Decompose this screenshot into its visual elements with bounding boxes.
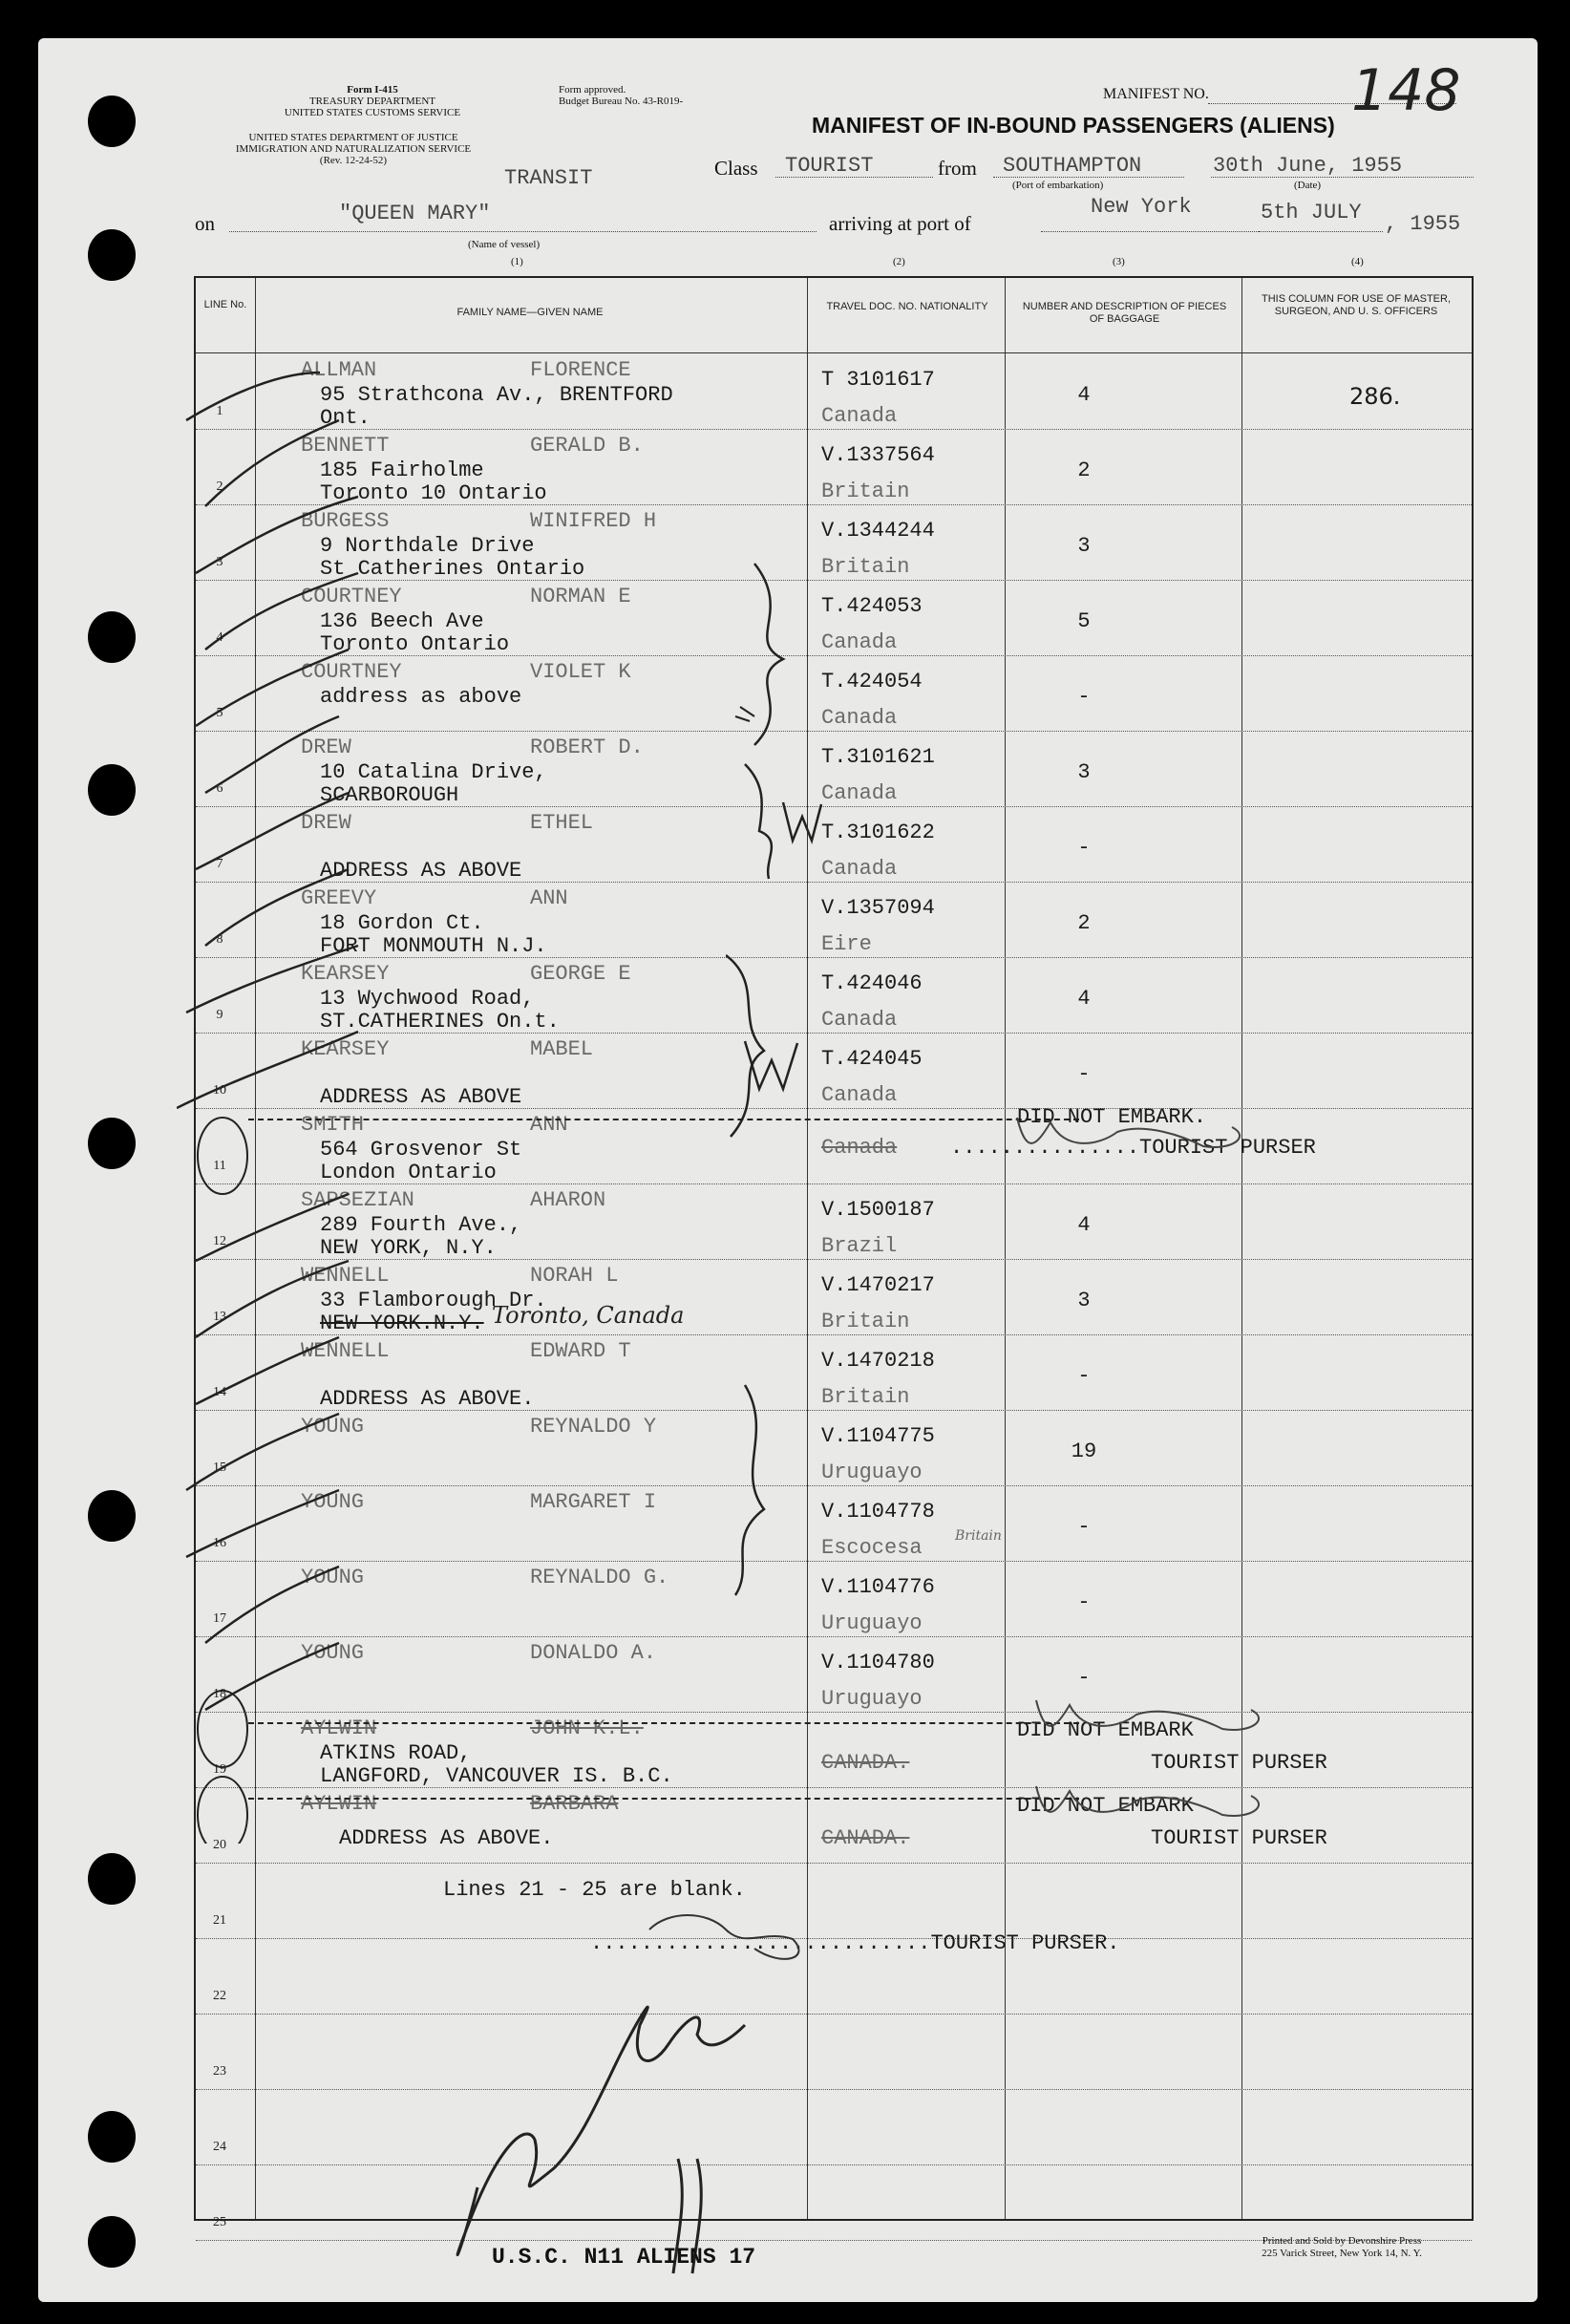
vessel-caption: (Name of vessel) xyxy=(468,239,541,250)
line-number: 5 xyxy=(216,706,223,720)
family-name: BURGESS xyxy=(301,509,390,533)
address-line-1: 95 Strathcona Av., BRENTFORD xyxy=(320,383,673,407)
nationality: Uruguayo xyxy=(821,1460,923,1484)
given-name: ANN xyxy=(530,1113,568,1137)
travel-doc-no: T.424046 xyxy=(821,971,923,995)
strike-through-line xyxy=(248,1119,1079,1120)
address-line-2: Toronto Ontario xyxy=(320,632,510,656)
binder-hole xyxy=(88,1490,136,1542)
address-line-1: 13 Wychwood Road, xyxy=(320,987,535,1011)
family-name: COURTNEY xyxy=(301,585,402,608)
footer-code: U.S.C. N11 ALIENS 17 xyxy=(492,2245,756,2270)
nationality: Canada xyxy=(821,1136,898,1160)
date-caption: (Date) xyxy=(1294,180,1322,191)
binder-hole xyxy=(88,1853,136,1905)
class-value: TOURIST xyxy=(785,154,874,178)
address-line-2: London Ontario xyxy=(320,1161,497,1184)
given-name: VIOLET K xyxy=(530,660,631,684)
baggage-count: 4 xyxy=(1077,1213,1091,1237)
travel-doc-no: V.1104775 xyxy=(821,1424,935,1448)
nationality: Escocesa xyxy=(821,1536,923,1560)
travel-doc-no: T.424054 xyxy=(821,670,923,693)
address-line-2: FORT MONMOUTH N.J. xyxy=(320,934,547,958)
col-officers: THIS COLUMN FOR USE OF MASTER, SURGEON, AND U. S. OFFICERS xyxy=(1261,293,1451,317)
nationality: CANADA. xyxy=(821,1826,910,1850)
manifest-number: 148 xyxy=(1351,57,1461,124)
line-number: 15 xyxy=(213,1460,226,1475)
given-name: ROBERT D. xyxy=(530,736,644,759)
baggage-count: - xyxy=(1077,1364,1091,1388)
budget-bureau: Budget Bureau No. 43-R019- xyxy=(559,96,684,107)
line-number: 2 xyxy=(216,480,223,494)
line-number: 19 xyxy=(213,1762,226,1777)
travel-doc-no: T.3101622 xyxy=(821,821,935,844)
family-name: BENNETT xyxy=(301,434,390,458)
baggage-count: 4 xyxy=(1077,383,1091,407)
given-name: NORMAN E xyxy=(530,585,631,608)
address-line-2: ADDRESS AS ABOVE. xyxy=(320,1387,535,1411)
line-number: 13 xyxy=(213,1310,226,1324)
address-line-1: 33 Flamborough Dr. xyxy=(320,1289,547,1312)
arrival-year: , 1955 xyxy=(1385,212,1461,236)
strike-through-line xyxy=(248,1798,1079,1800)
transit-label: TRANSIT xyxy=(504,166,593,190)
line-number: 4 xyxy=(216,630,223,645)
binder-hole xyxy=(88,96,136,147)
line-number: 11 xyxy=(213,1159,226,1173)
address-line-2: St Catherines Ontario xyxy=(320,557,585,581)
address-line-2: ADDRESS AS ABOVE xyxy=(320,1085,522,1109)
date-value: 30th June, 1955 xyxy=(1213,154,1403,178)
baggage-count: - xyxy=(1077,685,1091,709)
address-line-2: LANGFORD, VANCOUVER IS. B.C. xyxy=(320,1764,673,1788)
family-name: WENNELL xyxy=(301,1264,390,1288)
given-name: FLORENCE xyxy=(530,358,631,382)
given-name: EDWARD T xyxy=(530,1339,631,1363)
family-name: ALLMAN xyxy=(301,358,377,382)
line-number: 20 xyxy=(213,1838,226,1852)
family-name: YOUNG xyxy=(301,1415,365,1439)
treasury-dept: TREASURY DEPARTMENT xyxy=(308,96,436,107)
col1-caption: (1) xyxy=(511,256,523,267)
baggage-count: - xyxy=(1077,1590,1091,1614)
binder-hole xyxy=(88,229,136,281)
line-number: 25 xyxy=(213,2215,226,2229)
family-name: YOUNG xyxy=(301,1641,365,1665)
baggage-count: - xyxy=(1077,1666,1091,1690)
col-name: FAMILY NAME—GIVEN NAME xyxy=(456,307,604,318)
on-label: on xyxy=(195,212,215,235)
line-number: 23 xyxy=(213,2064,226,2079)
given-name: ANN xyxy=(530,886,568,910)
manifest-title: MANIFEST OF IN-BOUND PASSENGERS (ALIENS) xyxy=(812,113,1335,138)
nationality: Canada xyxy=(821,1008,898,1032)
given-name: MARGARET I xyxy=(530,1490,657,1514)
address-line-1: ADDRESS AS ABOVE. xyxy=(339,1826,554,1850)
nationality: Canada xyxy=(821,857,898,881)
justice-dept: UNITED STATES DEPARTMENT OF JUSTICE xyxy=(248,132,458,143)
line-number: 14 xyxy=(213,1385,226,1399)
given-name: WINIFRED H xyxy=(530,509,657,533)
family-name: KEARSEY xyxy=(301,1037,390,1061)
given-name: ETHEL xyxy=(530,811,594,835)
address-line-2: ADDRESS AS ABOVE xyxy=(320,859,522,883)
address-line-2: Ont. xyxy=(320,406,371,430)
line-number: 3 xyxy=(216,555,223,569)
check-marks xyxy=(177,353,368,1844)
arrival-port: New York xyxy=(1091,195,1192,219)
nationality: Britain xyxy=(821,480,910,503)
address-line-1: 18 Gordon Ct. xyxy=(320,911,484,935)
family-name: COURTNEY xyxy=(301,660,402,684)
given-name: MABEL xyxy=(530,1037,594,1061)
given-name: GEORGE E xyxy=(530,962,631,986)
given-name: REYNALDO G. xyxy=(530,1566,669,1589)
purser-note: ...............TOURIST PURSER xyxy=(950,1136,1316,1160)
form-revision: (Rev. 12-24-52) xyxy=(319,155,388,166)
form-approved: Form approved. xyxy=(559,84,626,96)
baggage-count: 2 xyxy=(1077,911,1091,935)
embark-note: DID NOT EMBARK. xyxy=(1017,1105,1207,1129)
table-row xyxy=(196,2165,1472,2241)
col2-caption: (2) xyxy=(893,256,905,267)
baggage-count: - xyxy=(1077,836,1091,860)
arriving-label: arriving at port of xyxy=(829,212,971,235)
family-name: AYLWIN xyxy=(301,1716,377,1740)
col-doc: TRAVEL DOC. NO. NATIONALITY xyxy=(826,301,988,312)
immigration-service: IMMIGRATION AND NATURALIZATION SERVICE xyxy=(235,143,472,155)
baggage-count: 4 xyxy=(1077,987,1091,1011)
nationality: Uruguayo xyxy=(821,1687,923,1711)
nationality: Britain xyxy=(821,1385,910,1409)
family-name: DREW xyxy=(301,811,351,835)
table-row xyxy=(196,354,1472,430)
travel-doc-no: V.1344244 xyxy=(821,519,935,543)
travel-doc-no: T.3101621 xyxy=(821,745,935,769)
baggage-count: 19 xyxy=(1071,1439,1097,1463)
table-row xyxy=(196,2090,1472,2165)
address-line-1: 185 Fairholme xyxy=(320,458,484,482)
baggage-count: 5 xyxy=(1077,609,1091,633)
line-number: 6 xyxy=(216,781,223,796)
address-line-1: 10 Catalina Drive, xyxy=(320,760,547,784)
binder-hole xyxy=(88,2216,136,2268)
purser-initials xyxy=(1031,1691,1280,1748)
manifest-label: MANIFEST NO. xyxy=(1103,86,1209,102)
purser-signature-line: ...........................TOURIST PURSER. xyxy=(590,1931,1120,1955)
family-name: WENNELL xyxy=(301,1339,390,1363)
purser-note: TOURIST PURSER xyxy=(1151,1751,1327,1775)
purser-note: TOURIST PURSER xyxy=(1151,1826,1327,1850)
address-line-1: 289 Fourth Ave., xyxy=(320,1213,522,1237)
travel-doc-no: V.1337564 xyxy=(821,443,935,467)
family-name: KEARSEY xyxy=(301,962,390,986)
family-name: YOUNG xyxy=(301,1566,365,1589)
given-name: BARBARA xyxy=(530,1792,619,1816)
nationality: Canada xyxy=(821,630,898,654)
purser-initials xyxy=(1012,1108,1261,1165)
line-number: 1 xyxy=(216,404,223,418)
family-name: YOUNG xyxy=(301,1490,365,1514)
baggage-count: - xyxy=(1077,1062,1091,1086)
nationality: Canada xyxy=(821,404,898,428)
travel-doc-no: T.424053 xyxy=(821,594,923,618)
address-line-1: ATKINS ROAD, xyxy=(320,1741,472,1765)
nationality: Canada xyxy=(821,1083,898,1107)
nationality: Canada xyxy=(821,781,898,805)
baggage-count: 3 xyxy=(1077,760,1091,784)
baggage-count: 2 xyxy=(1077,458,1091,482)
line-number: 8 xyxy=(216,932,223,947)
address-line-1: 564 Grosvenor St xyxy=(320,1138,522,1162)
family-name: SAPSEZIAN xyxy=(301,1188,414,1212)
form-number: Form I-415 xyxy=(347,84,398,96)
family-name: SMITH xyxy=(301,1113,365,1137)
address-line-2: Toronto 10 Ontario xyxy=(320,481,547,505)
baggage-count: 3 xyxy=(1077,1289,1091,1312)
nationality: Eire xyxy=(821,932,872,956)
line-number: 16 xyxy=(213,1536,226,1550)
class-label: Class xyxy=(714,157,758,180)
travel-doc-no: V.1470218 xyxy=(821,1349,935,1373)
line-number: 10 xyxy=(213,1083,226,1098)
binder-hole xyxy=(88,611,136,663)
table-row xyxy=(196,1713,1472,1788)
given-name: AHARON xyxy=(530,1188,606,1212)
given-name: JOHN K.L. xyxy=(530,1716,644,1740)
family-name: DREW xyxy=(301,736,351,759)
from-label: from xyxy=(938,157,977,180)
nationality: Britain xyxy=(821,1310,910,1333)
line-number: 7 xyxy=(216,857,223,871)
handwritten-annotation: Toronto, Canada xyxy=(492,1302,685,1329)
binder-hole xyxy=(88,2111,136,2163)
nationality: Brazil xyxy=(821,1234,898,1258)
table-row xyxy=(196,430,1472,505)
line-number: 22 xyxy=(213,1989,226,2003)
printer-line-2: 225 Varick Street, New York 14, N. Y. xyxy=(1262,2248,1422,2259)
given-name: DONALDO A. xyxy=(530,1641,657,1665)
given-name: REYNALDO Y xyxy=(530,1415,657,1439)
travel-doc-no: V.1104776 xyxy=(821,1575,935,1599)
baggage-count: - xyxy=(1077,1515,1091,1539)
address-line-2: SCARBOROUGH xyxy=(320,783,459,807)
table-row xyxy=(196,2015,1472,2090)
strike-through-line xyxy=(248,1722,1079,1724)
travel-doc-no: V.1470217 xyxy=(821,1273,935,1297)
line-number: 21 xyxy=(213,1913,226,1928)
travel-doc-no: V.1104780 xyxy=(821,1651,935,1674)
col3-caption: (3) xyxy=(1113,256,1125,267)
address-line-1: 9 Northdale Drive xyxy=(320,534,535,558)
embark-note: DID NOT EMBARK xyxy=(1017,1794,1194,1818)
col-line-no: LINE No. xyxy=(203,299,247,310)
nationality: Britain xyxy=(821,555,910,579)
vessel-name: "QUEEN MARY" xyxy=(339,202,491,225)
baggage-count: 3 xyxy=(1077,534,1091,558)
table-row xyxy=(196,1864,1472,1939)
travel-doc-no: T.424045 xyxy=(821,1047,923,1071)
line-number: 9 xyxy=(216,1008,223,1022)
nationality: Canada xyxy=(821,706,898,730)
address-line-1: 136 Beech Ave xyxy=(320,609,484,633)
travel-doc-no: T 3101617 xyxy=(821,368,935,392)
address-line-2: ST.CATHERINES On.t. xyxy=(320,1010,560,1034)
blank-lines-note: Lines 21 - 25 are blank. xyxy=(443,1878,746,1902)
table-row xyxy=(196,1788,1472,1864)
bracket-marks xyxy=(726,554,840,1605)
embark-note: DID NOT EMBARK xyxy=(1017,1718,1194,1742)
nationality: CANADA. xyxy=(821,1751,910,1775)
col-baggage: NUMBER AND DESCRIPTION OF PIECES OF BAGGAGE xyxy=(1022,301,1227,325)
address-line-1: address as above xyxy=(320,685,522,709)
travel-doc-no: V.1357094 xyxy=(821,896,935,920)
line-number: 12 xyxy=(213,1234,226,1248)
col4-caption: (4) xyxy=(1351,256,1364,267)
address-line-2: NEW YORK, N.Y. xyxy=(320,1236,497,1260)
printer-line-1: Printed and Sold by Devonshire Press xyxy=(1262,2235,1422,2247)
from-value: SOUTHAMPTON xyxy=(1003,154,1142,178)
line-number: 24 xyxy=(213,2140,226,2154)
address-line-2: NEW YORK.N.Y. xyxy=(320,1311,484,1335)
family-name: GREEVY xyxy=(301,886,377,910)
binder-hole xyxy=(88,1118,136,1169)
arrival-date: 5th JULY xyxy=(1261,201,1362,224)
given-name: GERALD B. xyxy=(530,434,644,458)
port-embark-caption: (Port of embarkation) xyxy=(1012,180,1104,191)
officer-note: 286. xyxy=(1349,383,1401,410)
purser-initials xyxy=(1031,1777,1280,1834)
binder-hole xyxy=(88,764,136,816)
nationality: Uruguayo xyxy=(821,1611,923,1635)
family-name: AYLWIN xyxy=(301,1792,377,1816)
given-name: NORAH L xyxy=(530,1264,619,1288)
line-number: 17 xyxy=(213,1611,226,1626)
travel-doc-no: V.1104778 xyxy=(821,1500,935,1524)
travel-doc-no: V.1500187 xyxy=(821,1198,935,1222)
line-number: 18 xyxy=(213,1687,226,1701)
table-row xyxy=(196,1637,1472,1713)
customs-service: UNITED STATES CUSTOMS SERVICE xyxy=(284,107,461,118)
handwritten-annotation: Britain xyxy=(955,1528,1002,1544)
signature-scribble xyxy=(420,1901,821,2283)
